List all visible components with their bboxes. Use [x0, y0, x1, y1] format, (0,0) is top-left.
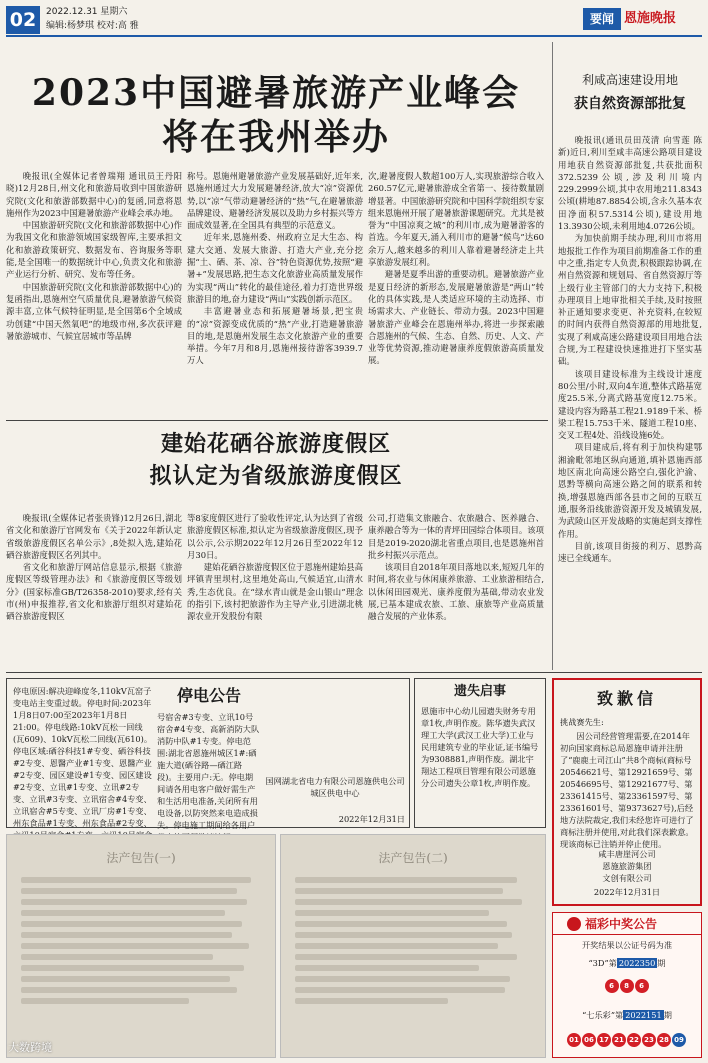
paragraph: 中国旅游研究院(文化和旅游部数据中心)的复函指出,恩施州空气质量优良,避暑旅游气候资源丰富,立体气候特征明显,是全国第6个全域成功创建“中国天然氧吧”的地级市州,多次获评避暑旅游城市、气候宜居城市等品牌 — [6, 281, 182, 341]
apology-title: 致歉信 — [596, 689, 657, 708]
lottery-ball: 28 — [657, 1033, 671, 1047]
paragraph: 等8家度假区进行了验收性评定,认为达到了省级旅游度假区标准,拟认定为省级旅游度假区,现予以公示,公示期2022年12月26日至2022年12月30日。 — [187, 513, 363, 560]
lottery-box — [552, 912, 702, 1058]
section-rule — [6, 420, 548, 421]
lost-notice-text: 恩施市中心幼儿园遗失财务专用章1枚,声明作废。陈华遗失武汉理工大学(武汉工业大学)工业与民用建筑专业的毕业证,证书编号为9308881,声明作废。湖北宇翔达工程项目管理有限公司恩施分公司遗失公章1枚,声明作废。 — [421, 706, 539, 788]
lottery-ball-special: 09 — [672, 1033, 686, 1047]
power-notice-date: 2022年12月31日 — [338, 814, 405, 824]
lottery-3d-suffix: 期 — [657, 958, 666, 968]
lost-notice — [414, 678, 546, 828]
lottery-3d-prefix: “3D”第 — [588, 958, 617, 968]
lottery-3d-numbers — [553, 973, 701, 993]
second-article-col1 — [6, 512, 182, 666]
apology-salutation: 挑战赛先生: — [560, 717, 604, 727]
paragraph: 中国旅游研究院(文化和旅游部数据中心)作为我国文化和旅游领域国家级智库,主要承担文化和旅游政策研究、数据发布、咨询服务等职能,是全国唯一的数据统计中心,负责文化和旅游产业运行分析、研究、发布等任务。 — [6, 220, 182, 280]
lottery-ball: 06 — [582, 1033, 596, 1047]
power-notice-title: 停电公告 — [176, 686, 241, 705]
lottery-ball: 6 — [635, 979, 649, 993]
paragraph: 项目建成后,将有利于加快构建鄂湘渝毗邻地区纵向通道,填补恩施西部地区南北向高速公路空白,强化沪渝、恩黔等横向高速公路之间的联系和转换,增强恩施西部各县市之间的互联互通,服务沿线旅游资源开发及城镇发展,为武陵山区开发战略的实施起到支撑性作用。 — [558, 442, 702, 539]
paragraph: 避暑是夏季出游的重要动机。避暑旅游产业是夏日经济的新形态,发展避暑旅游是“两山”转化的具体实践,是人类适应环境的主动选择、市场需求大、产业链长、带动力强。2023中国避暑旅游产业峰会在恩施州举办,将进一步探索融合恩施州的气候、生态、自然、历史、人文、产业等优势资源,推动避暑康养度假旅游高质量发展。 — [368, 269, 544, 366]
apology-signature-3: 文创有限公司 — [602, 873, 652, 883]
main-article-col3 — [368, 170, 544, 414]
header-rule — [6, 35, 702, 37]
second-article-col3 — [368, 512, 544, 666]
lottery-qlc-issue: 2022151 — [625, 1010, 662, 1020]
section-rule — [6, 672, 702, 673]
second-headline-line2: 拟认定为省级旅游度假区 — [149, 463, 403, 489]
lost-notice-title: 遗失启事 — [453, 684, 506, 699]
side-kicker: 利咸高速建设用地 — [581, 73, 678, 87]
power-notice-text-left: 停电原因:解决迎峰度冬,110kV瓦窑子变电站主变重过载。停电时间:2023年1月8日07:00至2023年1月8日21:00。停电线路:10kV瓦松一回线(瓦609)、10kV瓦松二回线(瓦610)。停电区域:硒谷科技1#专变、硒谷科技#2专变、恩醫产业#1专变、恩醫产业#2专变、园区建设#1专变、园区建设#2专变、立讯#1专变、立讯#2专变、立讯#3专变、立讯宿舍#4专变、立讯宿舍#5专变、立讯厂房#1专变、州东食品#1专变、州东食品#2专变、 — [13, 686, 153, 828]
lottery-ball: 8 — [620, 979, 634, 993]
paragraph: 丰富避暑业态和拓展避暑场景,把宝贵的“凉”资源变成优质的“热”产业,打造避暑旅游目的地,是恩施州发展生态文化旅游产业的重要举措。今年7月和8月,恩施州接待游客3939.7万人 — [187, 306, 363, 366]
lottery-logo-icon — [567, 917, 581, 931]
lottery-qlc-suffix: 期 — [663, 1010, 672, 1020]
blurred-ad-left — [6, 834, 276, 1058]
lottery-ball: 23 — [642, 1033, 656, 1047]
apology-signature-2: 恩施旅游集团 — [602, 861, 652, 871]
editor-line: 编辑:杨梦琪 校对:高 雅 — [46, 21, 139, 31]
paragraph: 晚报讯(全媒体记者曾瑞翔 通讯员王丹阳晓)12月28日,州文化和旅游局收到中国旅游研究院(文化和旅游部数据中心)的复函,同意将恩施州作为2023中国避暑旅游产业峰会承办地。 — [6, 171, 182, 218]
lottery-qlc-line — [553, 1009, 701, 1021]
lottery-header — [553, 913, 701, 935]
blurred-ad-right-title: 法产包告(二) — [378, 851, 448, 865]
paragraph: 目前,该项目街接的利万、恩黔高速已全线通车。 — [558, 540, 702, 564]
apology-signature-1: 咸丰唐崖河公司 — [598, 849, 656, 859]
apology-text: 因公司经营管理需要,在2014年初向国家商标总局恩施申请并注册了“鹿鹿土司江山”共8个商标(商标号20546621号、第12921659号、第20546695号、第12921677号、第23361415号、第23361597号、第23361601号、第9373627号),后经地方法院裁定,我们未经您许可进行了商标注册并使用,对此我们深表歉意。现该商标已注销并停止使用。 — [560, 731, 694, 849]
paragraph: 建始花硒谷旅游度假区位于恩施州建始县高坪镇青里坝村,这里地处高山,气候适宜,山清水秀,生态优良。在“绿水青山就是金山银山”理念的指引下,该村把旅游作为主导产业,引进湖北桃源农业开发股份有限 — [187, 562, 363, 622]
paragraph: 称号。恩施州避暑旅游产业发展基础好,近年来,恩施州通过大力发展避暑经济,放大“凉”资源优势,以“凉”气带动避暑经济的“热”气,在避暑旅游品牌建设、避暑经济发展以及助力乡村振兴等方面成效显著,在全国具有典型的示范意义。 — [187, 171, 363, 231]
section-label: 要闻 — [583, 8, 621, 30]
blurred-lines — [281, 869, 545, 1017]
lottery-3d-issue: 2022350 — [618, 958, 656, 968]
power-outage-notice — [6, 678, 410, 828]
paragraph: 晚报讯(通讯员田茂清 向雪莲 陈新)近日,利川至咸丰高速公路项目建设用地获自然资源部批复,共获批面积372.5239公顷,涉及利川境内229.2999公顷,其中农用地211.8343公顷(耕地87.8854公顷,含永久基本农田净面积57.5314公顷),建设用地13.3930公顷,未利用地4.0726公顷。 — [558, 135, 702, 232]
lottery-ball: 21 — [612, 1033, 626, 1047]
paragraph: 为加快前期手续办理,利川市将用地报批工作作为项目前期准备工作的重中之重,指定专人负责,积极跟踪协调,在州自然资源和规划局、省自然资源厅等上级行业主管部门的大力支持下,积极办理项目上地审批相关手续,及时按照补正通知要求变更、补充资料,在较短的时间内获得自然资源部的用地批复,实现了利咸高速公路建设项目用地合法合规,为工程建设快速推进打下坚实基础。 — [558, 233, 702, 367]
lottery-ball: 22 — [627, 1033, 641, 1047]
main-article-col2 — [187, 170, 363, 414]
power-notice-text-mid: 号宿舍#3专变、立讯10号宿舍#4专变、高新消防大队消防中队#1专变。停电范围:湖北省恩施州城区1#:硒施大道(硒谷路—硒江路段)。主要用户:无。停电期间请各用电客户做好需生产和生活用电准备,关闭所有用电设备,以防突然来电造成损失。停电施工期间给各用户 — [157, 712, 260, 830]
paragraph: 公司,打造集文旅融合、农旅融合、医养融合、康养融合等为一体的青坪田园综合体项目。该项目是2019-2020湖北省重点项目,也是恩施州首批乡村振兴示范点。 — [368, 513, 544, 560]
column-divider — [552, 42, 553, 670]
paragraph: 该项目自2018年项目落地以来,短短几年的时间,将农业与休闲康养旅游、工业旅游相结合,以休闲田园观光、康养度假为基础,带动农业发展,已基本建成农旅、工旅、康旅等产业高质量融合发展的产业体系。 — [368, 562, 544, 622]
main-headline-line1: 2023中国避暑旅游产业峰会 — [31, 72, 521, 114]
main-article-col1 — [6, 170, 182, 414]
paragraph: 次,避暑度假人数超100万人,实现旅游综合收入260.57亿元,避暑旅游成全省第一、接待数量剧增显著。中国旅游研究院和中国科学院组织专家组来恩施州开展了避暑旅游课题研究。尤其是被誉为“中国凉爽之城”的利川市,成为避暑游客的首选。今年夏天,涌入利川市的避暑“候鸟”达60余万人,越来越多的利川人靠着避暑经济走上共享旅游发展红利。 — [368, 171, 544, 268]
lottery-title: 福彩中奖公告 — [585, 917, 658, 931]
lottery-3d-line — [553, 957, 701, 969]
paper-logo: 恩施晚报 — [624, 11, 677, 26]
date-line: 2022.12.31 星期六 — [46, 7, 128, 17]
lottery-ball: 01 — [567, 1033, 581, 1047]
blurred-lines — [7, 869, 275, 1017]
power-notice-signature: 国网湖北省电力有限公司恩施供电公司城区供电中心 — [265, 776, 405, 798]
lottery-ball: 17 — [597, 1033, 611, 1047]
side-article-body — [558, 134, 702, 624]
page-number: 02 — [6, 6, 40, 34]
lottery-subtitle: 开奖结果以公证号码为准 — [581, 940, 673, 950]
lottery-qlc-prefix: “七乐彩”第 — [582, 1010, 624, 1020]
main-headline-line2: 将在我州举办 — [161, 116, 390, 158]
paragraph: 该项目建设标准为主线设计速度80公里/小时,双向4车道,整体式路基宽度25.5米,分离式路基宽度12.75米。建设内容为路基工程21.9189千米、桥梁工程15.753千米、隧道工程10座、交叉工程4处、沿线设施6处。 — [558, 368, 702, 441]
apology-date: 2022年12月31日 — [593, 887, 661, 897]
watermark: 大数跨境 — [8, 1041, 52, 1054]
second-headline-line1: 建始花硒谷旅游度假区 — [160, 431, 391, 457]
paragraph: 近年来,恩施州委、州政府立足大生态、构建大交通、发展大旅游、打造大产业,充分挖掘“土、硒、茶、凉、谷”特色资源优势,按照“避暑+”发展思路,把生态文化旅游业高质量发展作为实现“两山”转化的最佳途径,着力打造世界级旅游目的地,奋力建设“两山”实践创新示范区。 — [187, 232, 363, 304]
second-article-col2 — [187, 512, 363, 666]
blurred-ad-right — [280, 834, 546, 1058]
lottery-qlc-numbers — [553, 1027, 701, 1047]
paragraph: 晚报讯(全媒体记者张贵锋)12月26日,湖北省文化和旅游厅官网发布《关于2022年新认定省级旅游度假区名单公示》,8处拟入选,建始花硒谷旅游度假区名列其中。 — [6, 513, 182, 560]
lottery-ball: 6 — [605, 979, 619, 993]
blurred-ad-left-title: 法产包告(一) — [106, 851, 176, 865]
paragraph: 省文化和旅游厅网站信息显示,根据《旅游度假区等级管理办法》和《旅游度假区等级划分》(国家标准GB/T26358-2010)要求,经有关市(州)申报推荐,省文化和旅游厅组织对建始花硒谷旅游度假区 — [6, 562, 182, 622]
side-headline: 获自然资源部批复 — [574, 96, 686, 112]
apology-letter — [552, 678, 702, 906]
